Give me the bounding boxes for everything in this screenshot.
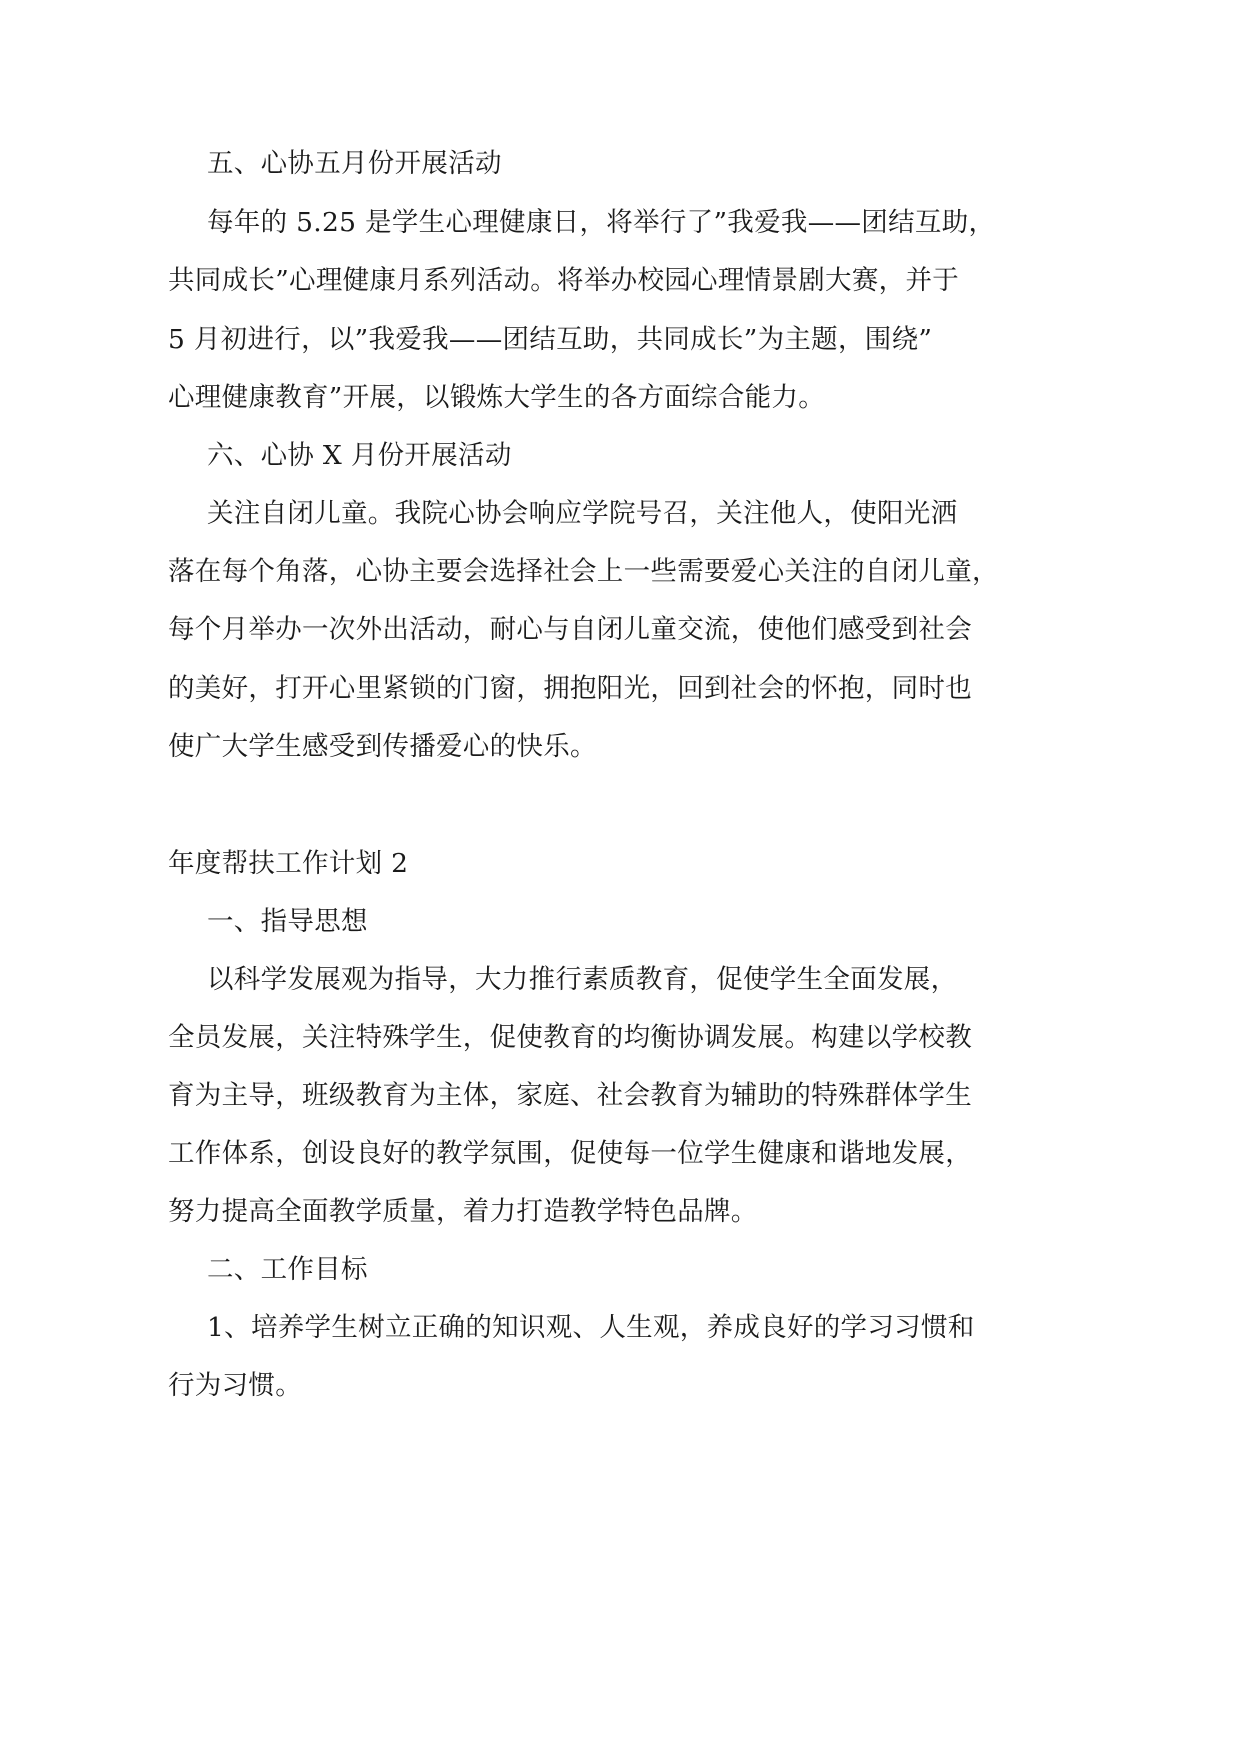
plan2-section2-line-2: 行为习惯。 [168, 1370, 302, 1401]
section6-line-5: 使广大学生感受到传播爱心的快乐。 [168, 731, 597, 762]
section6-line-3: 每个月举办一次外出活动，耐心与自闭儿童交流，使他们感受到社会 [168, 614, 972, 645]
plan2-section1-line-2: 全员发展，关注特殊学生，促使教育的均衡协调发展。构建以学校教 [168, 1022, 972, 1053]
plan2-section1-heading: 一、指导思想 [207, 906, 368, 937]
plan2-section2-line-1: 1、培养学生树立正确的知识观、人生观，养成良好的学习习惯和 [207, 1312, 975, 1343]
plan2-section2-heading: 二、工作目标 [207, 1254, 368, 1285]
section5-line-2: 共同成长”心理健康月系列活动。将举办校园心理情景剧大赛，并于 [168, 265, 960, 296]
plan2-section1-line-4: 工作体系，创设良好的教学氛围，促使每一位学生健康和谐地发展， [168, 1138, 972, 1169]
section5-line-1: 每年的 5.25 是学生心理健康日，将举行了”我爱我——团结互助， [207, 207, 996, 238]
section6-line-4: 的美好，打开心里紧锁的门窗，拥抱阳光，回到社会的怀抱，同时也 [168, 673, 972, 704]
plan2-title: 年度帮扶工作计划 2 [168, 848, 409, 879]
section6-line-2: 落在每个角落，心协主要会选择社会上一些需要爱心关注的自闭儿童， [168, 556, 999, 587]
section5-line-4: 心理健康教育”开展，以锻炼大学生的各方面综合能力。 [168, 382, 826, 413]
plan2-section1-line-5: 努力提高全面教学质量，着力打造教学特色品牌。 [168, 1196, 758, 1227]
section6-line-1: 关注自闭儿童。我院心协会响应学院号召，关注他人，使阳光洒 [207, 498, 958, 529]
section5-line-3: 5 月初进行，以”我爱我——团结互助，共同成长”为主题，围绕” [168, 324, 933, 355]
section5-heading: 五、心协五月份开展活动 [207, 148, 502, 179]
plan2-section1-line-3: 育为主导，班级教育为主体，家庭、社会教育为辅助的特殊群体学生 [168, 1080, 972, 1111]
section6-heading: 六、心协 X 月份开展活动 [207, 440, 512, 471]
plan2-section1-line-1: 以科学发展观为指导，大力推行素质教育，促使学生全面发展， [207, 964, 958, 995]
